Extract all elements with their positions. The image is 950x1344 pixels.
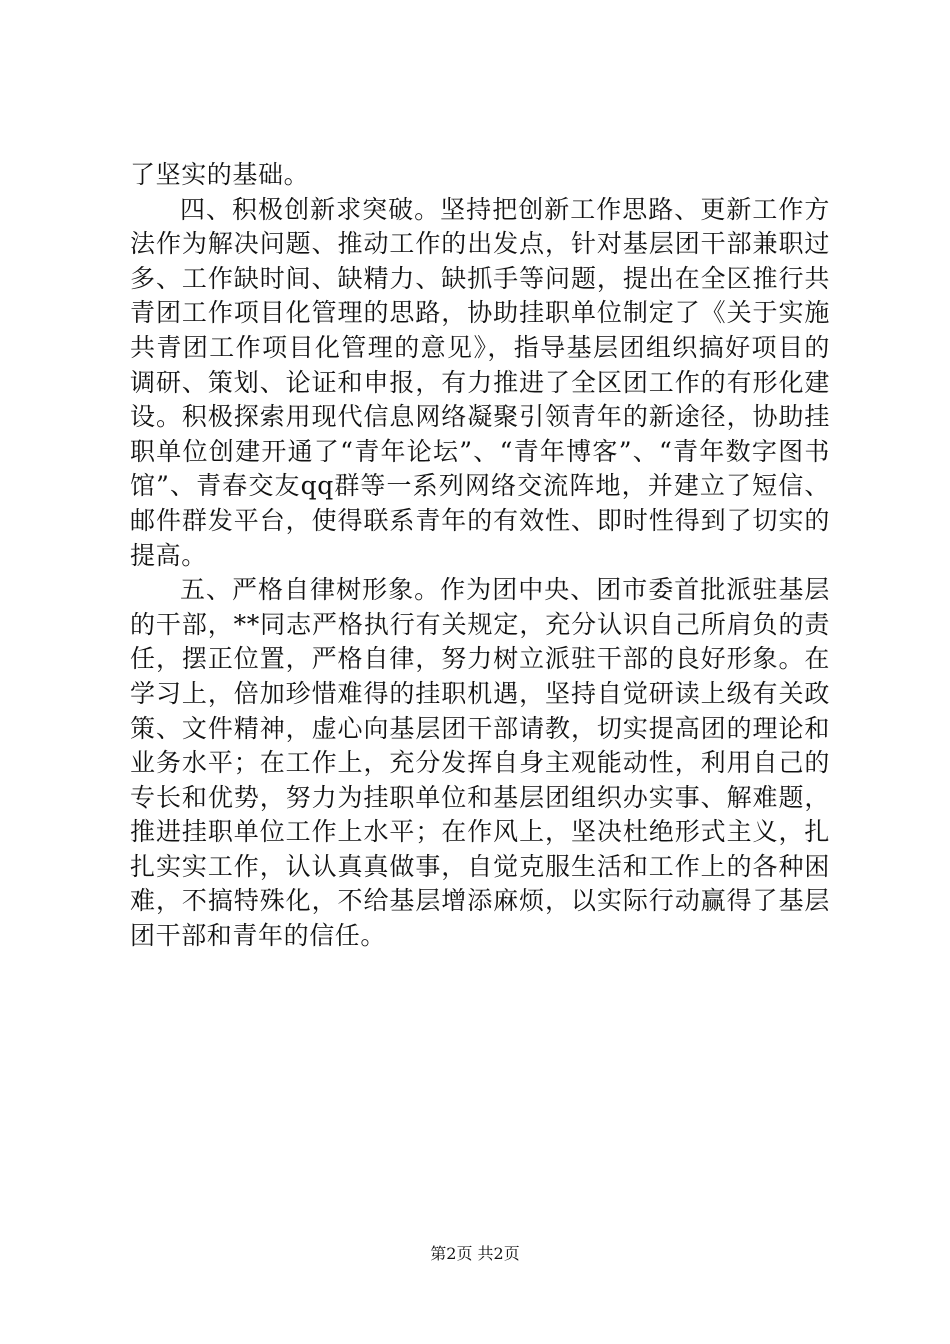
page-number-label: 第2页 共2页 (430, 1244, 520, 1263)
paragraph-continuation: 了坚实的基础。 (130, 160, 310, 189)
paragraph-section-five: 五、严格自律树形象。作为团中央、团市委首批派驻基层的干部，**同志严格执行有关规定，充分认识自己所肩负的责任，摆正位置，严格自律，努力树立派驻干部的良好形象。在学习上，倍加珍惜难得的挂职机遇，坚持自觉研读上级有关政策、文件精神，虚心向基层团干部请教，切实提高团的理论和业务水平；在工作上，充分发挥自身主观能动性，利用自己的专长和优势，努力为挂职单位和基层团组织办实事、解难题，推进挂职单位工作上水平；在作风上，坚决杜绝形式主义，扎扎实实工作，认认真真做事，自觉克服生活和工作上的各种困难，不搞特殊化，不给基层增添麻烦，以实际行动赢得了基层团干部和青年的信任。 (130, 575, 830, 951)
paragraph-section-four: 四、积极创新求突破。坚持把创新工作思路、更新工作方法作为解决问题、推动工作的出发点，针对基层团干部兼职过多、工作缺时间、缺精力、缺抓手等问题，提出在全区推行共青团工作项目化管理的思路，协助挂职单位制定了《关于实施共青团工作项目化管理的意见》，指导基层团组织搞好项目的调研、策划、论证和申报，有力推进了全区团工作的有形化建设。积极探索用现代信息网络凝聚引领青年的新途径，协助挂职单位创建开通了“青年论坛”、“青年博客”、“青年数字图书馆”、青春交友qq群等一系列网络交流阵地，并建立了短信、邮件群发平台，使得联系青年的有效性、即时性得到了切实的提高。 (130, 194, 830, 570)
page-footer (0, 1244, 950, 1264)
document-body (130, 158, 830, 954)
